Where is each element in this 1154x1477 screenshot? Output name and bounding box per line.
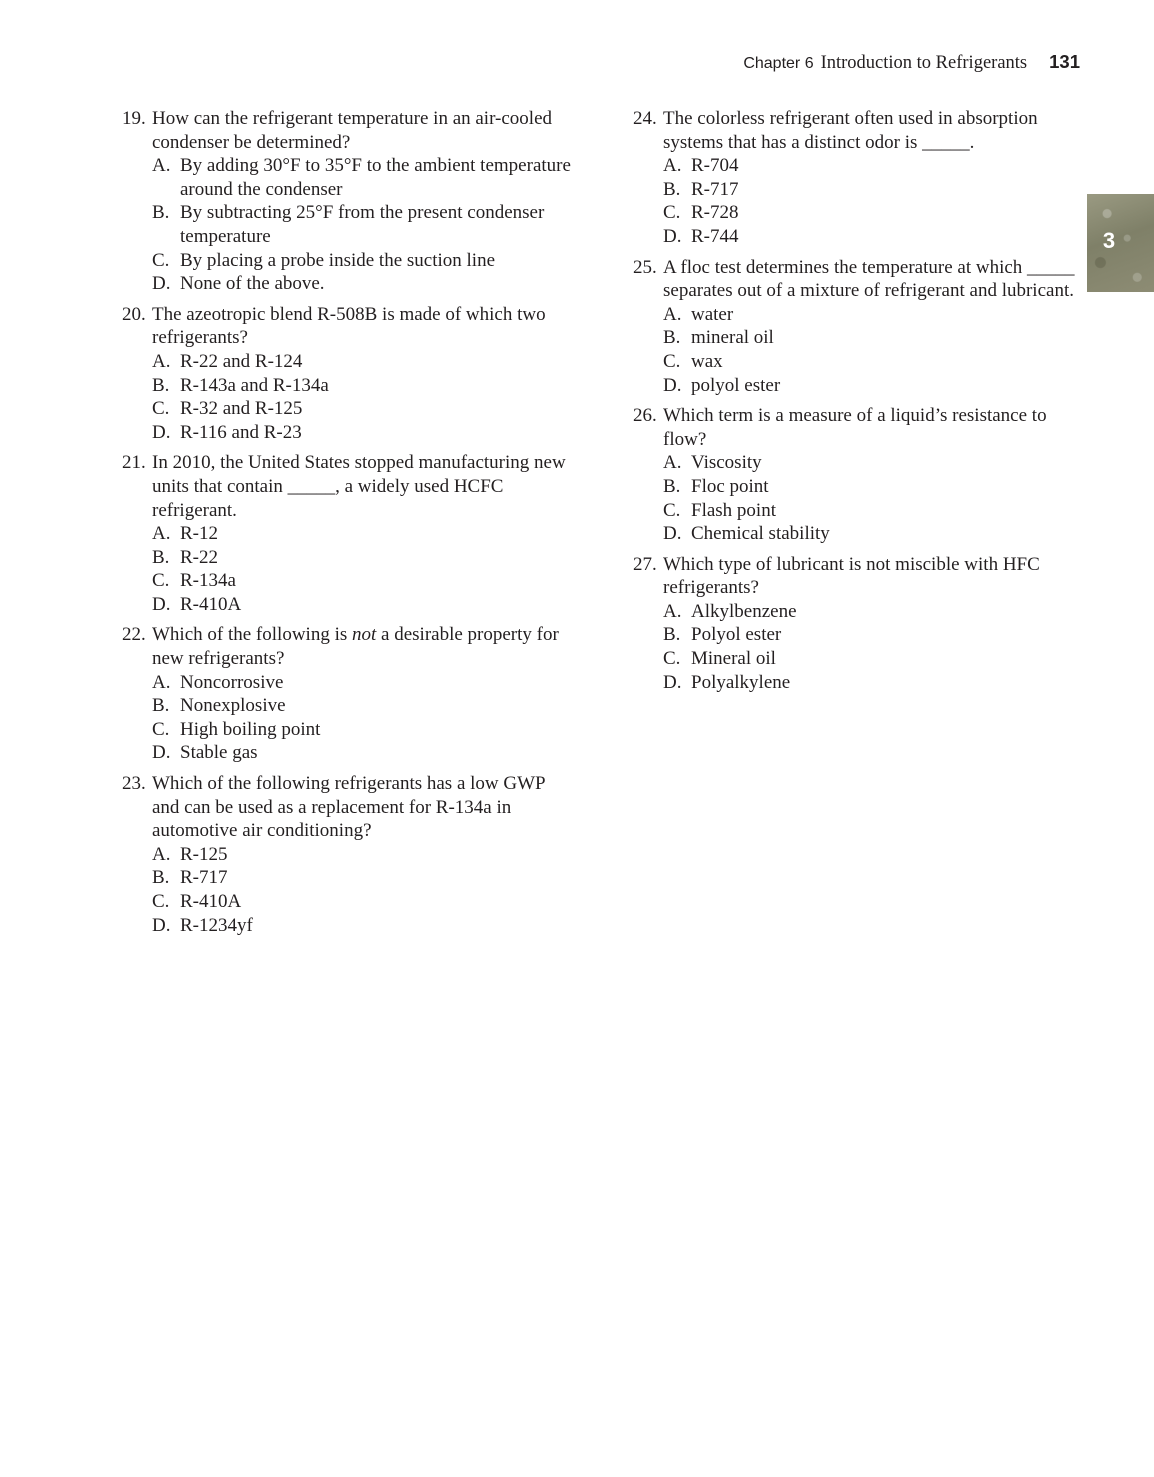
question-text: The azeotropic blend R-508B is made of which two refrigerants? — [152, 303, 546, 349]
option-letter: A. — [152, 843, 171, 865]
option-text: R-744 — [691, 225, 739, 247]
question-19 — [122, 107, 572, 296]
option-text: R-410A — [180, 891, 242, 912]
option-a — [152, 522, 572, 546]
answer-options — [633, 154, 1088, 248]
question-number: 21. — [122, 452, 146, 474]
option-text: Alkylbenzene — [691, 600, 797, 622]
option-text: R-143a and R-134a — [180, 374, 329, 396]
option-letter: A. — [152, 523, 171, 545]
option-text: Polyol ester — [691, 624, 782, 646]
question-text-emphasis: not — [352, 624, 377, 646]
option-a — [663, 451, 1088, 475]
option-d — [663, 522, 1088, 546]
option-letter: B. — [152, 202, 170, 224]
option-c — [152, 249, 572, 273]
question-text-before: Which of the following is — [152, 624, 352, 646]
option-letter: C. — [152, 891, 170, 912]
option-b — [152, 201, 572, 248]
option-c — [152, 397, 572, 421]
question-27 — [633, 553, 1088, 695]
option-c — [152, 718, 572, 742]
option-d — [152, 272, 572, 296]
answer-options — [633, 303, 1088, 397]
question-20 — [122, 303, 572, 445]
option-text: polyol ester — [691, 374, 781, 396]
option-text: R-717 — [180, 867, 228, 889]
question-23 — [122, 772, 572, 937]
answer-options — [122, 154, 572, 296]
option-d — [152, 593, 572, 617]
option-letter: B. — [152, 374, 170, 396]
option-letter: C. — [152, 718, 170, 740]
option-text: water — [691, 303, 734, 325]
option-text: None of the above. — [180, 273, 325, 295]
question-24 — [633, 107, 1088, 249]
left-column — [122, 107, 572, 944]
option-text: Chemical stability — [691, 523, 830, 545]
question-text: Which type of lubricant is not miscible with HFC refrigerants? — [663, 553, 1040, 599]
option-d — [663, 225, 1088, 249]
option-letter: C. — [663, 350, 681, 372]
option-letter: A. — [663, 600, 682, 622]
option-a — [663, 303, 1088, 327]
question-22 — [122, 623, 572, 765]
question-text: In 2010, the United States stopped manufacturing new units that contain _____, a widely used HCFC refrigerant. — [152, 452, 566, 521]
option-text: R-704 — [691, 155, 739, 177]
option-a — [152, 671, 572, 695]
option-text: Flash point — [691, 499, 776, 521]
option-letter: A. — [152, 155, 171, 177]
question-text: A floc test determines the temperature at which _____ separates out of a mixture of refrigerant and lubricant. — [663, 256, 1075, 302]
option-text: By adding 30°F to 35°F to the ambient temperature around the condenser — [180, 155, 571, 200]
running-head — [743, 50, 1080, 76]
option-letter: D. — [152, 914, 171, 936]
option-letter: C. — [152, 398, 170, 420]
option-b — [663, 178, 1088, 202]
answer-options — [122, 350, 572, 444]
option-letter: C. — [152, 570, 170, 592]
question-number: 26. — [633, 405, 657, 427]
option-letter: A. — [663, 303, 682, 325]
option-b — [152, 374, 572, 398]
option-text: High boiling point — [180, 718, 321, 740]
option-letter: C. — [152, 249, 170, 271]
answer-options — [122, 522, 572, 616]
option-letter: D. — [663, 671, 682, 693]
thumb-tab-number: 3 — [1102, 228, 1116, 253]
option-text: R-134a — [180, 570, 236, 592]
option-b — [663, 326, 1088, 350]
option-a — [152, 350, 572, 374]
option-a — [152, 843, 572, 867]
option-text: wax — [691, 350, 723, 372]
option-letter: B. — [152, 695, 170, 717]
option-d — [152, 421, 572, 445]
option-text: Mineral oil — [691, 648, 776, 670]
option-a — [663, 600, 1088, 624]
option-text: Viscosity — [691, 452, 762, 474]
question-text-after: a desirable property for new refrigerants? — [152, 624, 559, 670]
option-letter: C. — [663, 499, 681, 521]
option-text: R-22 and R-124 — [180, 350, 303, 372]
option-letter: D. — [152, 273, 171, 295]
option-d — [663, 374, 1088, 398]
option-text: mineral oil — [691, 327, 774, 349]
option-d — [152, 914, 572, 938]
option-d — [663, 671, 1088, 695]
question-21 — [122, 451, 572, 616]
option-letter: B. — [663, 178, 681, 200]
question-number: 24. — [633, 108, 657, 129]
option-b — [152, 546, 572, 570]
option-letter: D. — [663, 523, 682, 545]
option-b — [152, 694, 572, 718]
option-text: R-32 and R-125 — [180, 398, 303, 420]
option-letter: D. — [152, 593, 171, 615]
option-letter: B. — [152, 867, 170, 889]
question-26 — [633, 404, 1088, 546]
option-text: R-717 — [691, 178, 739, 200]
option-text: R-12 — [180, 523, 218, 545]
option-text: R-116 and R-23 — [180, 421, 302, 443]
option-c — [663, 350, 1088, 374]
option-c — [152, 569, 572, 593]
option-letter: D. — [152, 421, 171, 443]
option-text: Noncorrosive — [180, 671, 284, 693]
option-b — [663, 623, 1088, 647]
answer-options — [122, 843, 572, 937]
chapter-thumb-tab — [1087, 194, 1154, 292]
right-column — [633, 107, 1088, 701]
option-letter: D. — [663, 225, 682, 247]
option-b — [152, 866, 572, 890]
option-letter: C. — [663, 202, 681, 224]
chapter-title: Introduction to Refrigerants — [820, 53, 1028, 73]
option-text: R-22 — [180, 546, 218, 568]
question-number: 19. — [122, 108, 146, 129]
option-letter: B. — [663, 327, 681, 349]
option-text: R-728 — [691, 202, 739, 224]
chapter-label: Chapter 6 — [743, 55, 814, 72]
question-number: 22. — [122, 624, 146, 646]
option-a — [152, 154, 572, 201]
option-a — [663, 154, 1088, 178]
option-letter: C. — [663, 648, 681, 670]
option-c — [663, 201, 1088, 225]
option-text: Polyalkylene — [691, 671, 791, 693]
option-text: By placing a probe inside the suction line — [180, 249, 496, 271]
option-text: Floc point — [691, 475, 769, 497]
option-text: R-125 — [180, 843, 228, 865]
question-number: 20. — [122, 303, 146, 325]
option-letter: B. — [663, 624, 681, 646]
option-c — [152, 890, 572, 914]
option-letter: A. — [152, 350, 171, 372]
option-b — [663, 475, 1088, 499]
option-text: R-410A — [180, 593, 242, 615]
question-text: How can the refrigerant temperature in an air-cooled condenser be determined? — [152, 108, 553, 153]
option-text: By subtracting 25°F from the present condenser temperature — [180, 202, 545, 247]
answer-options — [633, 600, 1088, 694]
question-number: 25. — [633, 256, 657, 278]
option-letter: D. — [663, 374, 682, 396]
option-text: Stable gas — [180, 742, 258, 764]
option-letter: B. — [663, 475, 681, 497]
question-number: 27. — [633, 553, 657, 575]
answer-options — [633, 451, 1088, 545]
option-letter: A. — [663, 452, 682, 474]
question-25 — [633, 256, 1088, 398]
option-d — [152, 741, 572, 765]
page-number: 131 — [1049, 51, 1080, 72]
answer-options — [122, 671, 572, 765]
option-letter: A. — [152, 671, 171, 693]
question-number: 23. — [122, 773, 146, 795]
option-text: Nonexplosive — [180, 695, 286, 717]
question-text: Which term is a measure of a liquid’s resistance to flow? — [663, 405, 1047, 450]
option-letter: D. — [152, 742, 171, 764]
question-text: Which of the following refrigerants has a low GWP and can be used as a replacement for R-134a in automotive air conditioning? — [152, 773, 545, 842]
question-text: The colorless refrigerant often used in absorption systems that has a distinct odor is _____. — [663, 108, 1038, 153]
option-letter: A. — [663, 155, 682, 177]
option-letter: B. — [152, 546, 170, 568]
option-text: R-1234yf — [180, 914, 253, 936]
option-c — [663, 647, 1088, 671]
option-c — [663, 499, 1088, 523]
